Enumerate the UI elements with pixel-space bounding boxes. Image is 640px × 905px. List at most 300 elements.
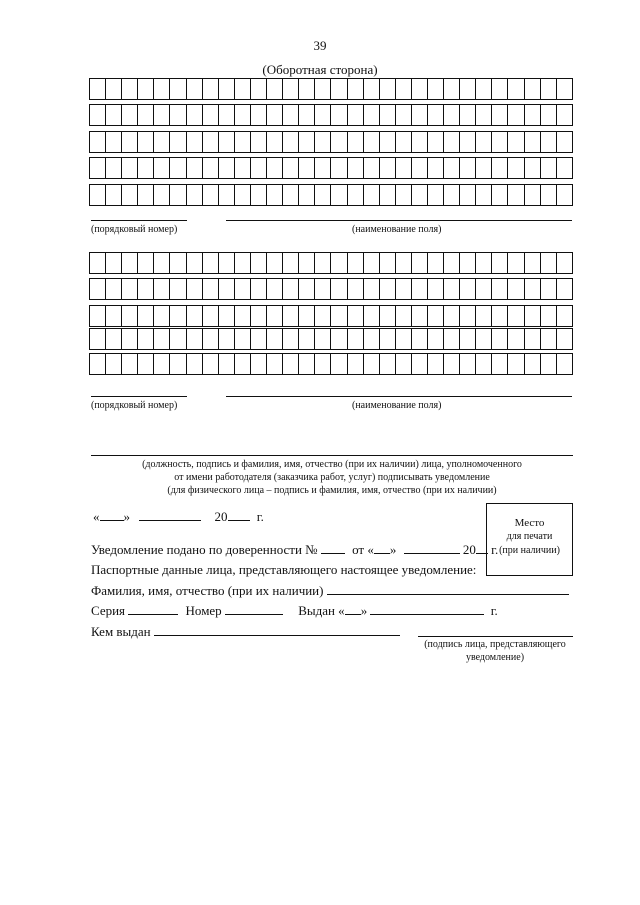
char-cell[interactable]: [299, 105, 315, 125]
char-cell[interactable]: [364, 105, 380, 125]
char-cell[interactable]: [364, 79, 380, 99]
char-cell[interactable]: [251, 158, 267, 178]
char-cell[interactable]: [541, 306, 557, 326]
char-cell[interactable]: [106, 329, 122, 349]
char-cell[interactable]: [219, 279, 235, 299]
char-cell[interactable]: [219, 185, 235, 205]
char-cell[interactable]: [396, 185, 412, 205]
char-cell[interactable]: [428, 329, 444, 349]
char-cell[interactable]: [525, 79, 541, 99]
char-cell[interactable]: [557, 105, 572, 125]
char-cell[interactable]: [219, 354, 235, 374]
char-cell[interactable]: [525, 105, 541, 125]
char-cell[interactable]: [476, 329, 492, 349]
char-cell[interactable]: [460, 132, 476, 152]
char-cell[interactable]: [170, 79, 186, 99]
char-cell[interactable]: [235, 105, 251, 125]
char-cell[interactable]: [235, 279, 251, 299]
char-cell[interactable]: [154, 132, 170, 152]
char-cell[interactable]: [187, 306, 203, 326]
char-cell[interactable]: [315, 354, 331, 374]
char-cell[interactable]: [283, 158, 299, 178]
char-cell[interactable]: [525, 158, 541, 178]
char-cell[interactable]: [251, 279, 267, 299]
char-grid-row[interactable]: [89, 305, 573, 327]
char-cell[interactable]: [299, 279, 315, 299]
char-cell[interactable]: [428, 132, 444, 152]
char-cell[interactable]: [138, 158, 154, 178]
char-grid-row[interactable]: [89, 252, 573, 274]
char-cell[interactable]: [235, 132, 251, 152]
char-cell[interactable]: [251, 306, 267, 326]
char-cell[interactable]: [138, 354, 154, 374]
char-cell[interactable]: [106, 132, 122, 152]
proxy-year-field[interactable]: [476, 542, 488, 554]
char-cell[interactable]: [154, 253, 170, 273]
char-cell[interactable]: [187, 185, 203, 205]
char-cell[interactable]: [364, 306, 380, 326]
char-cell[interactable]: [315, 158, 331, 178]
char-cell[interactable]: [476, 105, 492, 125]
char-cell[interactable]: [203, 158, 219, 178]
char-cell[interactable]: [106, 185, 122, 205]
series-field[interactable]: [128, 603, 178, 615]
char-cell[interactable]: [444, 354, 460, 374]
char-cell[interactable]: [283, 329, 299, 349]
char-cell[interactable]: [508, 105, 524, 125]
char-cell[interactable]: [460, 329, 476, 349]
char-cell[interactable]: [122, 185, 138, 205]
char-cell[interactable]: [170, 105, 186, 125]
char-cell[interactable]: [364, 354, 380, 374]
char-cell[interactable]: [508, 306, 524, 326]
char-cell[interactable]: [508, 253, 524, 273]
char-cell[interactable]: [541, 105, 557, 125]
signature-line[interactable]: [91, 455, 573, 456]
char-cell[interactable]: [219, 306, 235, 326]
char-cell[interactable]: [235, 253, 251, 273]
char-cell[interactable]: [396, 354, 412, 374]
char-cell[interactable]: [412, 158, 428, 178]
char-cell[interactable]: [251, 105, 267, 125]
char-cell[interactable]: [396, 279, 412, 299]
char-cell[interactable]: [315, 329, 331, 349]
char-cell[interactable]: [154, 158, 170, 178]
char-cell[interactable]: [460, 253, 476, 273]
char-cell[interactable]: [476, 185, 492, 205]
char-cell[interactable]: [315, 79, 331, 99]
char-cell[interactable]: [235, 185, 251, 205]
char-cell[interactable]: [219, 105, 235, 125]
char-cell[interactable]: [283, 132, 299, 152]
char-cell[interactable]: [138, 79, 154, 99]
char-cell[interactable]: [396, 253, 412, 273]
char-cell[interactable]: [541, 79, 557, 99]
char-cell[interactable]: [412, 185, 428, 205]
char-cell[interactable]: [508, 354, 524, 374]
char-cell[interactable]: [122, 105, 138, 125]
char-cell[interactable]: [412, 79, 428, 99]
char-cell[interactable]: [444, 279, 460, 299]
char-cell[interactable]: [380, 185, 396, 205]
char-cell[interactable]: [557, 253, 572, 273]
char-cell[interactable]: [396, 79, 412, 99]
char-cell[interactable]: [138, 306, 154, 326]
char-cell[interactable]: [348, 105, 364, 125]
char-cell[interactable]: [557, 306, 572, 326]
char-cell[interactable]: [283, 253, 299, 273]
char-cell[interactable]: [267, 105, 283, 125]
char-cell[interactable]: [251, 79, 267, 99]
char-cell[interactable]: [348, 329, 364, 349]
char-cell[interactable]: [508, 158, 524, 178]
char-cell[interactable]: [348, 158, 364, 178]
char-cell[interactable]: [154, 306, 170, 326]
char-cell[interactable]: [348, 79, 364, 99]
char-cell[interactable]: [364, 158, 380, 178]
char-cell[interactable]: [525, 354, 541, 374]
char-cell[interactable]: [170, 253, 186, 273]
char-cell[interactable]: [267, 253, 283, 273]
char-cell[interactable]: [444, 253, 460, 273]
char-cell[interactable]: [138, 253, 154, 273]
char-cell[interactable]: [90, 105, 106, 125]
char-grid-row[interactable]: [89, 278, 573, 300]
char-cell[interactable]: [508, 279, 524, 299]
char-cell[interactable]: [364, 132, 380, 152]
char-cell[interactable]: [138, 329, 154, 349]
char-cell[interactable]: [412, 253, 428, 273]
char-cell[interactable]: [460, 306, 476, 326]
char-cell[interactable]: [187, 79, 203, 99]
char-cell[interactable]: [541, 253, 557, 273]
char-cell[interactable]: [380, 306, 396, 326]
char-cell[interactable]: [267, 158, 283, 178]
char-cell[interactable]: [525, 306, 541, 326]
char-cell[interactable]: [525, 329, 541, 349]
char-cell[interactable]: [122, 354, 138, 374]
char-cell[interactable]: [380, 105, 396, 125]
char-cell[interactable]: [476, 279, 492, 299]
char-cell[interactable]: [122, 329, 138, 349]
char-cell[interactable]: [508, 79, 524, 99]
char-cell[interactable]: [492, 253, 508, 273]
char-cell[interactable]: [331, 105, 347, 125]
char-cell[interactable]: [364, 279, 380, 299]
char-cell[interactable]: [203, 329, 219, 349]
char-cell[interactable]: [203, 79, 219, 99]
char-cell[interactable]: [138, 185, 154, 205]
char-cell[interactable]: [428, 158, 444, 178]
char-cell[interactable]: [90, 253, 106, 273]
char-cell[interactable]: [203, 185, 219, 205]
char-cell[interactable]: [315, 185, 331, 205]
char-cell[interactable]: [541, 185, 557, 205]
char-cell[interactable]: [219, 158, 235, 178]
char-cell[interactable]: [187, 279, 203, 299]
char-cell[interactable]: [331, 185, 347, 205]
char-cell[interactable]: [396, 105, 412, 125]
char-cell[interactable]: [348, 253, 364, 273]
char-cell[interactable]: [106, 105, 122, 125]
char-cell[interactable]: [315, 253, 331, 273]
char-cell[interactable]: [299, 79, 315, 99]
number-field[interactable]: [225, 603, 283, 615]
char-cell[interactable]: [90, 329, 106, 349]
char-cell[interactable]: [460, 79, 476, 99]
char-cell[interactable]: [460, 105, 476, 125]
char-cell[interactable]: [235, 158, 251, 178]
char-cell[interactable]: [444, 158, 460, 178]
char-cell[interactable]: [492, 158, 508, 178]
char-cell[interactable]: [219, 79, 235, 99]
char-cell[interactable]: [428, 79, 444, 99]
char-cell[interactable]: [154, 105, 170, 125]
char-cell[interactable]: [557, 158, 572, 178]
char-cell[interactable]: [380, 132, 396, 152]
char-cell[interactable]: [364, 253, 380, 273]
char-cell[interactable]: [412, 329, 428, 349]
char-cell[interactable]: [235, 354, 251, 374]
char-cell[interactable]: [187, 354, 203, 374]
char-cell[interactable]: [476, 306, 492, 326]
char-cell[interactable]: [412, 279, 428, 299]
char-cell[interactable]: [267, 79, 283, 99]
char-cell[interactable]: [444, 105, 460, 125]
char-cell[interactable]: [122, 279, 138, 299]
char-cell[interactable]: [203, 279, 219, 299]
issued-month-field[interactable]: [370, 603, 456, 615]
char-cell[interactable]: [380, 279, 396, 299]
char-cell[interactable]: [283, 354, 299, 374]
char-cell[interactable]: [315, 306, 331, 326]
char-cell[interactable]: [283, 79, 299, 99]
char-cell[interactable]: [348, 132, 364, 152]
char-cell[interactable]: [460, 158, 476, 178]
char-cell[interactable]: [138, 132, 154, 152]
char-cell[interactable]: [122, 79, 138, 99]
char-cell[interactable]: [267, 354, 283, 374]
char-cell[interactable]: [170, 329, 186, 349]
char-cell[interactable]: [251, 185, 267, 205]
char-cell[interactable]: [187, 158, 203, 178]
char-cell[interactable]: [396, 306, 412, 326]
char-cell[interactable]: [557, 132, 572, 152]
char-cell[interactable]: [170, 132, 186, 152]
char-cell[interactable]: [525, 185, 541, 205]
char-cell[interactable]: [106, 158, 122, 178]
char-cell[interactable]: [90, 279, 106, 299]
char-cell[interactable]: [348, 279, 364, 299]
char-cell[interactable]: [219, 132, 235, 152]
issued-by-field[interactable]: [154, 624, 400, 636]
char-cell[interactable]: [283, 306, 299, 326]
char-cell[interactable]: [396, 158, 412, 178]
char-cell[interactable]: [203, 132, 219, 152]
char-cell[interactable]: [525, 279, 541, 299]
day-field[interactable]: [100, 509, 124, 521]
year-field[interactable]: [228, 509, 250, 521]
char-cell[interactable]: [299, 329, 315, 349]
char-cell[interactable]: [299, 253, 315, 273]
char-cell[interactable]: [331, 79, 347, 99]
char-grid-row[interactable]: [89, 131, 573, 153]
char-cell[interactable]: [154, 329, 170, 349]
char-cell[interactable]: [90, 158, 106, 178]
char-cell[interactable]: [331, 329, 347, 349]
char-cell[interactable]: [541, 329, 557, 349]
char-grid-row[interactable]: [89, 104, 573, 126]
char-cell[interactable]: [331, 306, 347, 326]
char-cell[interactable]: [106, 279, 122, 299]
char-cell[interactable]: [492, 79, 508, 99]
char-cell[interactable]: [267, 279, 283, 299]
char-cell[interactable]: [235, 306, 251, 326]
char-cell[interactable]: [170, 158, 186, 178]
char-cell[interactable]: [267, 329, 283, 349]
char-cell[interactable]: [428, 279, 444, 299]
char-cell[interactable]: [235, 329, 251, 349]
char-cell[interactable]: [90, 306, 106, 326]
char-cell[interactable]: [364, 329, 380, 349]
char-cell[interactable]: [203, 105, 219, 125]
char-cell[interactable]: [557, 354, 572, 374]
char-cell[interactable]: [251, 253, 267, 273]
char-cell[interactable]: [267, 185, 283, 205]
char-cell[interactable]: [396, 132, 412, 152]
char-cell[interactable]: [492, 329, 508, 349]
char-cell[interactable]: [331, 279, 347, 299]
char-cell[interactable]: [412, 105, 428, 125]
char-cell[interactable]: [331, 132, 347, 152]
char-cell[interactable]: [90, 354, 106, 374]
char-cell[interactable]: [299, 132, 315, 152]
signer-signature-line[interactable]: [418, 636, 573, 637]
char-cell[interactable]: [170, 354, 186, 374]
char-cell[interactable]: [412, 306, 428, 326]
char-cell[interactable]: [90, 79, 106, 99]
char-cell[interactable]: [203, 354, 219, 374]
char-cell[interactable]: [525, 253, 541, 273]
char-cell[interactable]: [476, 132, 492, 152]
char-cell[interactable]: [299, 354, 315, 374]
char-cell[interactable]: [348, 354, 364, 374]
char-cell[interactable]: [299, 185, 315, 205]
char-cell[interactable]: [90, 185, 106, 205]
char-cell[interactable]: [460, 354, 476, 374]
char-cell[interactable]: [315, 279, 331, 299]
char-cell[interactable]: [412, 132, 428, 152]
char-cell[interactable]: [364, 185, 380, 205]
char-cell[interactable]: [492, 105, 508, 125]
char-cell[interactable]: [412, 354, 428, 374]
char-cell[interactable]: [170, 306, 186, 326]
fio-field[interactable]: [327, 583, 569, 595]
char-cell[interactable]: [203, 306, 219, 326]
char-cell[interactable]: [267, 306, 283, 326]
issued-year-field[interactable]: [456, 603, 484, 615]
char-cell[interactable]: [476, 158, 492, 178]
char-cell[interactable]: [428, 105, 444, 125]
char-cell[interactable]: [557, 185, 572, 205]
char-cell[interactable]: [283, 105, 299, 125]
char-cell[interactable]: [525, 132, 541, 152]
char-cell[interactable]: [492, 185, 508, 205]
char-grid-row[interactable]: [89, 184, 573, 206]
char-cell[interactable]: [444, 306, 460, 326]
char-cell[interactable]: [541, 279, 557, 299]
char-cell[interactable]: [508, 132, 524, 152]
char-cell[interactable]: [106, 306, 122, 326]
char-cell[interactable]: [476, 79, 492, 99]
proxy-day-field[interactable]: [374, 542, 390, 554]
char-cell[interactable]: [90, 132, 106, 152]
char-cell[interactable]: [331, 253, 347, 273]
char-cell[interactable]: [187, 329, 203, 349]
char-cell[interactable]: [380, 79, 396, 99]
char-cell[interactable]: [154, 185, 170, 205]
char-cell[interactable]: [203, 253, 219, 273]
char-cell[interactable]: [428, 253, 444, 273]
char-cell[interactable]: [492, 279, 508, 299]
char-grid-row[interactable]: [89, 157, 573, 179]
char-cell[interactable]: [187, 105, 203, 125]
char-grid-row[interactable]: [89, 353, 573, 375]
char-cell[interactable]: [299, 158, 315, 178]
char-cell[interactable]: [557, 79, 572, 99]
char-cell[interactable]: [380, 329, 396, 349]
char-cell[interactable]: [315, 132, 331, 152]
char-cell[interactable]: [267, 132, 283, 152]
char-cell[interactable]: [219, 329, 235, 349]
char-cell[interactable]: [557, 279, 572, 299]
char-cell[interactable]: [251, 354, 267, 374]
char-cell[interactable]: [106, 253, 122, 273]
char-cell[interactable]: [541, 354, 557, 374]
char-cell[interactable]: [331, 354, 347, 374]
char-cell[interactable]: [187, 132, 203, 152]
char-grid-row[interactable]: [89, 328, 573, 350]
month-field[interactable]: [139, 509, 201, 521]
char-cell[interactable]: [106, 354, 122, 374]
char-cell[interactable]: [106, 79, 122, 99]
char-cell[interactable]: [428, 185, 444, 205]
char-cell[interactable]: [380, 354, 396, 374]
char-cell[interactable]: [444, 132, 460, 152]
char-cell[interactable]: [283, 279, 299, 299]
proxy-month-field[interactable]: [404, 542, 460, 554]
char-cell[interactable]: [492, 306, 508, 326]
char-cell[interactable]: [508, 185, 524, 205]
char-cell[interactable]: [154, 79, 170, 99]
char-cell[interactable]: [187, 253, 203, 273]
char-cell[interactable]: [444, 329, 460, 349]
char-cell[interactable]: [444, 185, 460, 205]
char-cell[interactable]: [541, 132, 557, 152]
char-cell[interactable]: [219, 253, 235, 273]
char-cell[interactable]: [251, 132, 267, 152]
char-cell[interactable]: [138, 279, 154, 299]
char-cell[interactable]: [331, 158, 347, 178]
char-cell[interactable]: [380, 158, 396, 178]
char-cell[interactable]: [492, 132, 508, 152]
proxy-number-field[interactable]: [321, 542, 345, 554]
char-cell[interactable]: [348, 306, 364, 326]
char-cell[interactable]: [460, 279, 476, 299]
char-cell[interactable]: [476, 354, 492, 374]
char-cell[interactable]: [154, 279, 170, 299]
char-cell[interactable]: [444, 79, 460, 99]
